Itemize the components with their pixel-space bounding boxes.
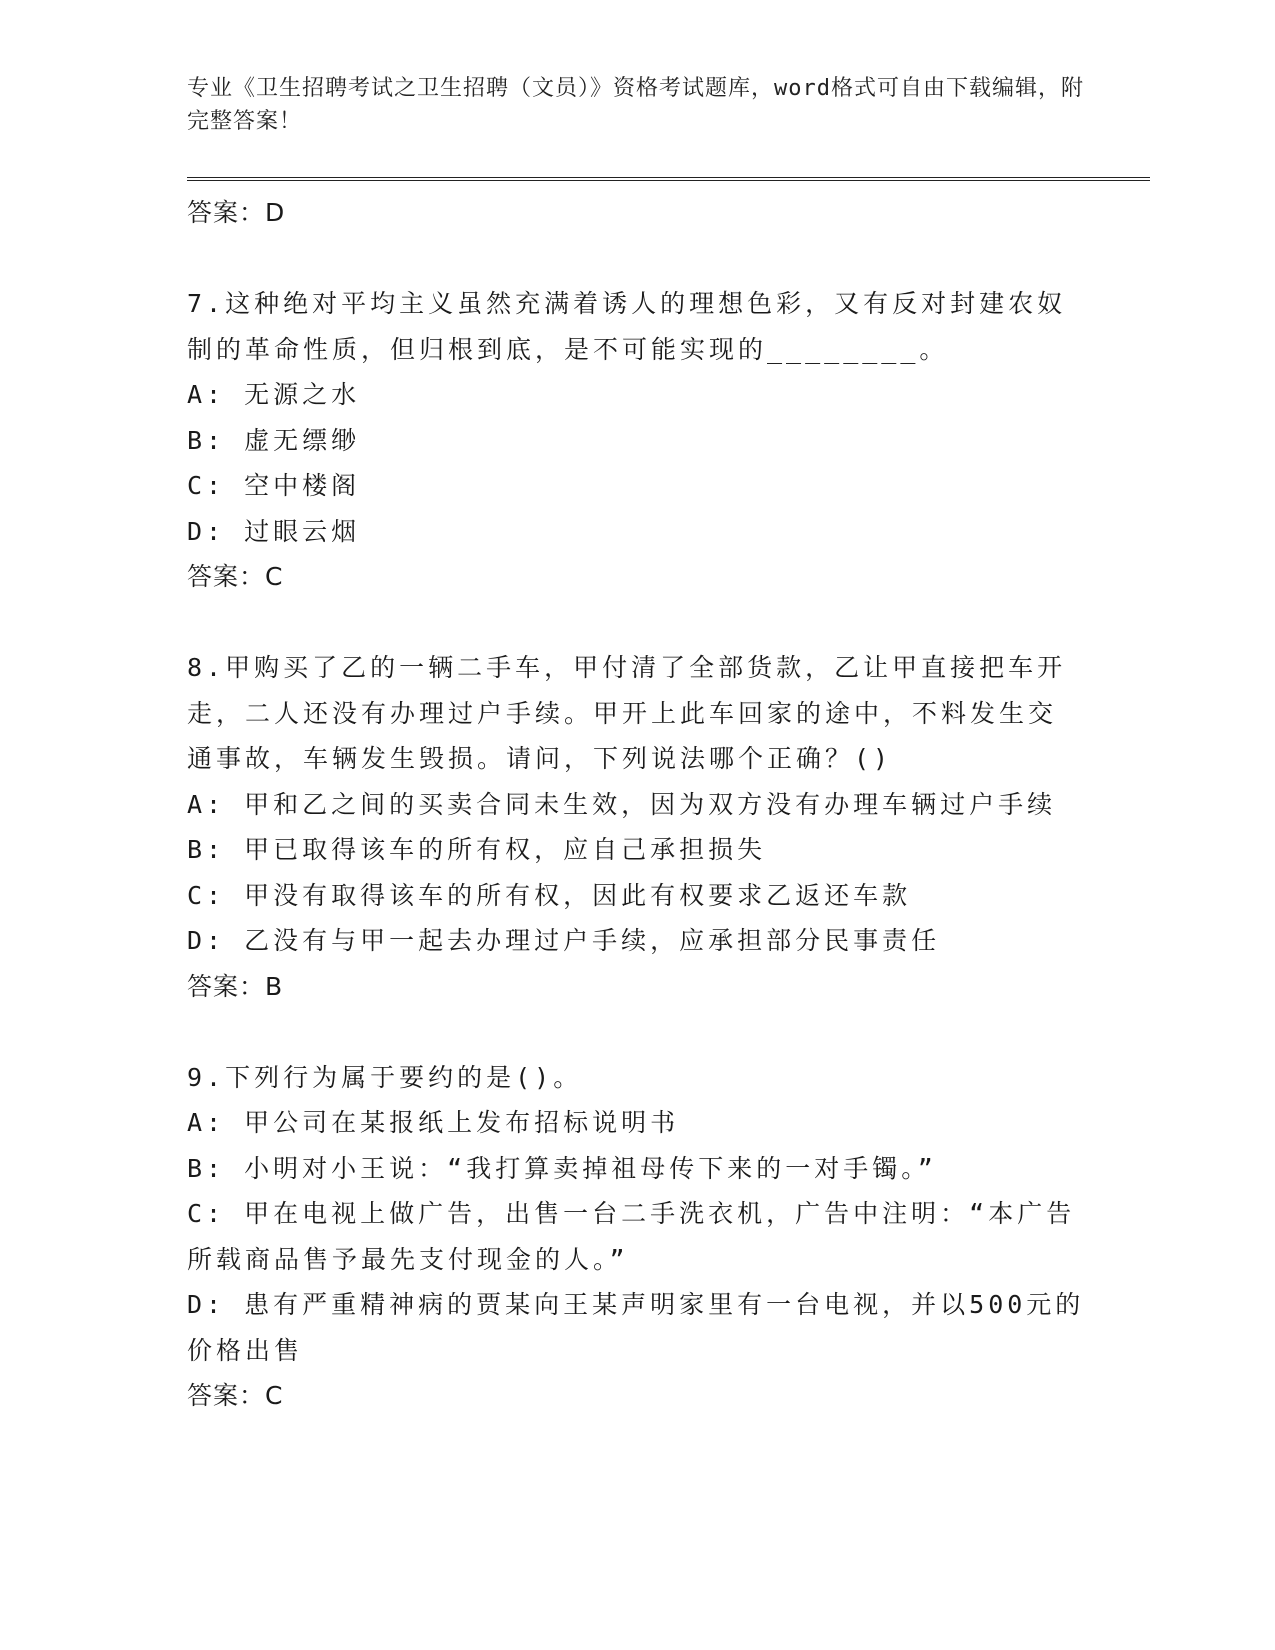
option-c: C: 空中楼阁 — [187, 471, 361, 500]
spacer — [187, 1009, 1087, 1055]
previous-answer: 答案：D — [187, 198, 286, 227]
question-stem-line: 7.这种绝对平均主义虽然充满着诱人的理想色彩，又有反对封建农奴 — [187, 289, 1067, 318]
option-c: C: 甲在电视上做广告，出售一台二手洗衣机，广告中注明：“本广告 — [187, 1199, 1076, 1228]
question-stem-line: 制的革命性质，但归根到底，是不可能实现的________。 — [187, 334, 949, 364]
option-d: D: 过眼云烟 — [187, 516, 361, 546]
option-c-continued: 所载商品售予最先支付现金的人。” — [187, 1244, 629, 1274]
question-block — [187, 1055, 1087, 1419]
option-a: A: 甲公司在某报纸上发布招标说明书 — [187, 1108, 680, 1137]
question-block — [187, 281, 1087, 600]
question-stem-line: 8.甲购买了乙的一辆二手车，甲付清了全部货款，乙让甲直接把车开 — [187, 653, 1067, 682]
option-a: A: 无源之水 — [187, 380, 361, 409]
question-block — [187, 645, 1087, 1009]
option-b: B: 小明对小王说：“我打算卖掉祖母传下来的一对手镯。” — [187, 1153, 937, 1183]
option-b: B: 虚无缥缈 — [187, 425, 361, 455]
option-b: B: 甲已取得该车的所有权，应自己承担损失 — [187, 835, 767, 864]
document-header: 专业《卫生招聘考试之卫生招聘（文员）》资格考试题库，word格式可自由下载编辑，附完整答案！ — [187, 76, 1084, 134]
question-stem-line: 9.下列行为属于要约的是()。 — [187, 1062, 583, 1092]
question-stem-line: 通事故，车辆发生毁损。请问，下列说法哪个正确？() — [187, 744, 893, 773]
option-d: D: 患有严重精神病的贾某向王某声明家里有一台电视，并以500元的 — [187, 1290, 1085, 1319]
option-c: C: 甲没有取得该车的所有权，因此有权要求乙返还车款 — [187, 880, 912, 910]
answer-line: 答案：C — [187, 562, 284, 591]
question-content — [187, 190, 1087, 1419]
answer-line: 答案：B — [187, 971, 284, 1001]
spacer — [187, 600, 1087, 646]
option-d-continued: 价格出售 — [187, 1335, 304, 1365]
answer-line: 答案：C — [187, 1381, 284, 1410]
question-stem-line: 走，二人还没有办理过户手续。甲开上此车回家的途中，不料发生交 — [187, 698, 1058, 728]
spacer — [187, 236, 1087, 282]
header-divider — [187, 177, 1150, 181]
option-d: D: 乙没有与甲一起去办理过户手续，应承担部分民事责任 — [187, 926, 941, 955]
option-a: A: 甲和乙之间的买卖合同未生效，因为双方没有办理车辆过户手续 — [187, 789, 1057, 819]
